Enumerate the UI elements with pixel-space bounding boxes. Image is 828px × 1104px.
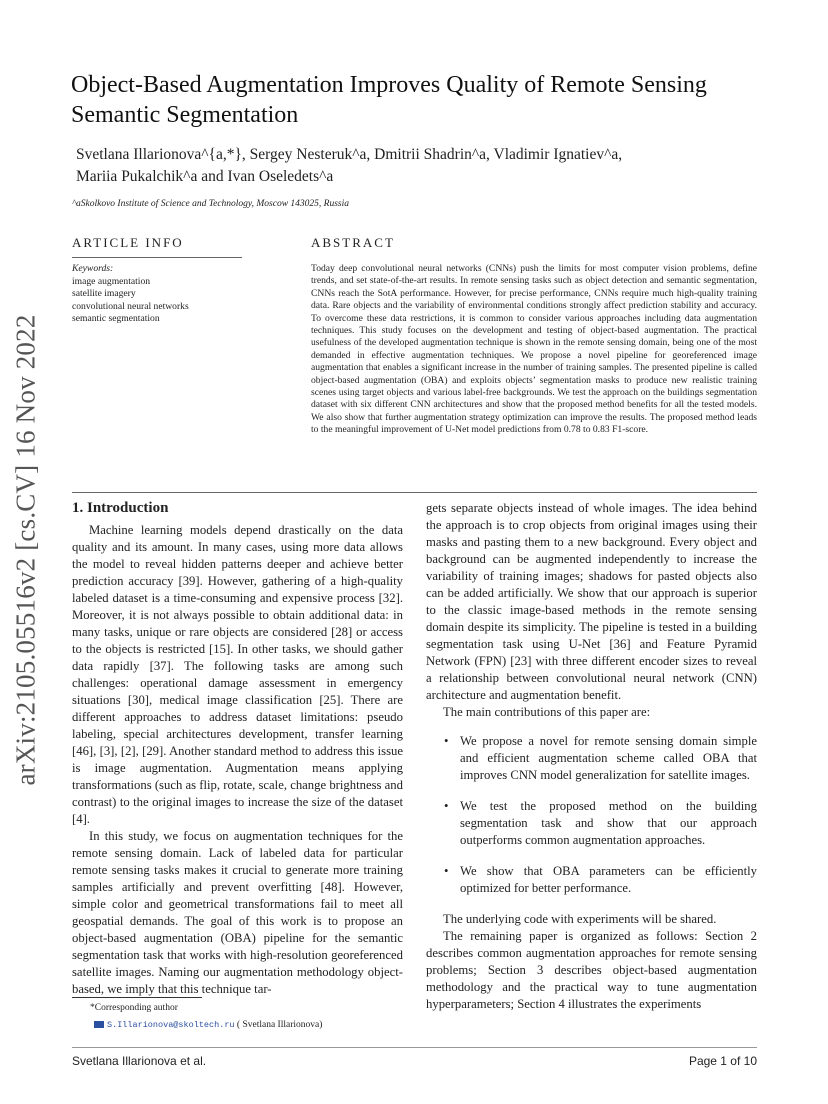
left-column [72,500,403,998]
paper-title: Object-Based Augmentation Improves Quality of Remote Sensing Semantic Segmentation [71,72,707,128]
intro-paragraph-1: Machine learning models depend drastically on the data quality and its amount. In many cases, using more data allows the model to reveal hidden patterns deeper and achieve better prediction accuracy [39]. However, gathering of a high-quality labeled dataset is a time-consuming and expensive process [32]. Moreover, it is not always possible to obtain additional data: in many tasks, unique or rare objects are considered [28] or access to the objects is restricted [15]. In other tasks, we should gather data rapidly [37]. The following tasks are among such challenges: operational damage assessment in emergency situations [30], medical image classification [25]. There are different approaches to address dataset limitations: pseudo labeling, special architectures development, transfer learning [46], [3], [2], [29]. Another standard method to address this issue is image augmentation. Augmentation means applying transformations (such as flip, rotate, scale, change brightness and contrast) to the original images to increase the size of the dataset [4]. [72,523,403,826]
arxiv-id: arXiv:2105.05516v2 [cs.CV] 16 Nov 2022 [10,314,41,786]
envelope-icon [94,1021,104,1028]
keyword-1: image augmentation [72,275,151,287]
abstract-heading: ABSTRACT [311,235,395,250]
code-sharing-note: The underlying code with experiments will be shared. [443,912,717,926]
contributions-list [426,733,757,897]
keyword-4: semantic segmentation [72,313,160,324]
author-list [76,144,756,188]
arxiv-sidebar [4,290,48,810]
corresponding-author-note: *Corresponding author [90,1003,178,1013]
authors-line-1: Svetlana Illarionova^{a,*}, Sergey Nesteruk^a, Dmitrii Shadrin^a, Vladimir Ignatiev^a, [76,146,623,163]
intro-paragraph-2: In this study, we focus on augmentation techniques for the remote sensing domain. Lack of labeled data for particular remote sensing tasks makes it crucial to generate more training samples artificially and prevent overfitting [48]. However, simple color and geometrical transformations fail to meet all geospatial demands. The goal of this work is to propose an object-based augmentation (OBA) pipeline for the semantic segmentation task that works with high-resolution georeferenced satellite images. Naming our augmentation methodology object-based, we imply that this technique tar- [72,829,403,996]
email-author-name: ( Svetlana Illarionova) [236,1020,323,1030]
keywords-label: Keywords: [72,263,114,274]
list-item: • We propose a novel for remote sensing domain simple and efficient augmentation scheme called OBA that improves CNN model generalization for satellite images. [426,733,757,784]
footer-rule [72,1047,757,1048]
affiliation: ^aSkolkovo Institute of Science and Technology, Moscow 143025, Russia [72,199,350,209]
keyword-2: satellite imagery [72,288,136,299]
authors-line-2: Mariia Pukalchik^a and Ivan Oseledets^a [76,168,334,185]
article-info-heading: ARTICLE INFO [72,235,184,250]
footer-author: Svetlana Illarionova et al. [72,1054,207,1068]
contributions-intro: The main contributions of this paper are: [443,705,651,719]
keyword-3: convolutional neural networks [72,300,189,312]
email-link[interactable]: S.Illarionova@skoltech.ru [107,1020,235,1030]
abstract-text: Today deep convolutional neural networks (CNNs) push the limits for most computer vision problems, define trends, and set state-of-the-art results. In remote sensing tasks such as object detection and semantic segmentation, CNNs reach the SotA performance. However, for precise performance, CNNs require much high-quality training data. Rare objects and the variability of environmental conditions strongly affect prediction stability and accuracy. To overcome these data restrictions, it is common to consider various approaches including data augmentation techniques. This study focuses on the development and testing of object-based augmentation. The practical usefulness of the developed augmentation technique is shown in the remote sensing domain, being one of the most demanded in effective augmentation techniques. We propose a novel pipeline for georeferenced image augmentation that enables a significant increase in the number of training samples. The presented pipeline is called object-based augmentation (OBA) and exploits objects’ segmentation masks to produce new realistic training scenes using target objects and various label-free backgrounds. We test the approach on the buildings segmentation dataset with six different CNN architectures and show that the proposed method benefits for all the tested models. We also show that further augmentation strategy optimization can improve the results. The proposed method leads to the meaningful improvement of U-Net model predictions from 0.78 to 0.83 F1-score. [311,263,757,436]
right-column [426,500,757,1013]
list-item: • We test the proposed method on the building segmentation task and show that our approach outperforms common augmentation approaches. [426,798,757,849]
abstract-rule [72,492,757,493]
keywords-block [72,263,189,326]
list-item: • We show that OBA parameters can be efficiently optimized for better performance. [426,863,757,897]
footnote [72,1000,322,1034]
intro-paragraph-3: gets separate objects instead of whole images. The idea behind the approach is to crop objects from original images using their masks and pasting them to a new background. Every object and background can be augmented independently to increase the variability of training images; shadows for pasted objects also can be added artificially. We show that our approach is superior to the classic image-based methods in the remote sensing domain despite its simplicity. The pipeline is tested in a building segmentation task using U-Net [36] and Feature Pyramid Network (FPN) [23] with three different encoder sizes to reveal a relationship between convolutional neural network (CNN) architecture and augmentation benefit. [426,501,757,702]
section-heading-introduction: 1. Introduction [72,500,169,516]
article-info-rule [72,257,242,258]
paper-organization-paragraph: The remaining paper is organized as follows: Section 2 describes common augmentation approaches for remote sensing problems; Section 3 describes object-based augmentation methodology and the practical way to tune augmentation hyperparameters; Section 4 illustrates the experiments [426,929,757,1011]
email-line [72,1017,322,1034]
footnote-rule [72,997,202,998]
page-number: Page 1 of 10 [688,1054,757,1068]
